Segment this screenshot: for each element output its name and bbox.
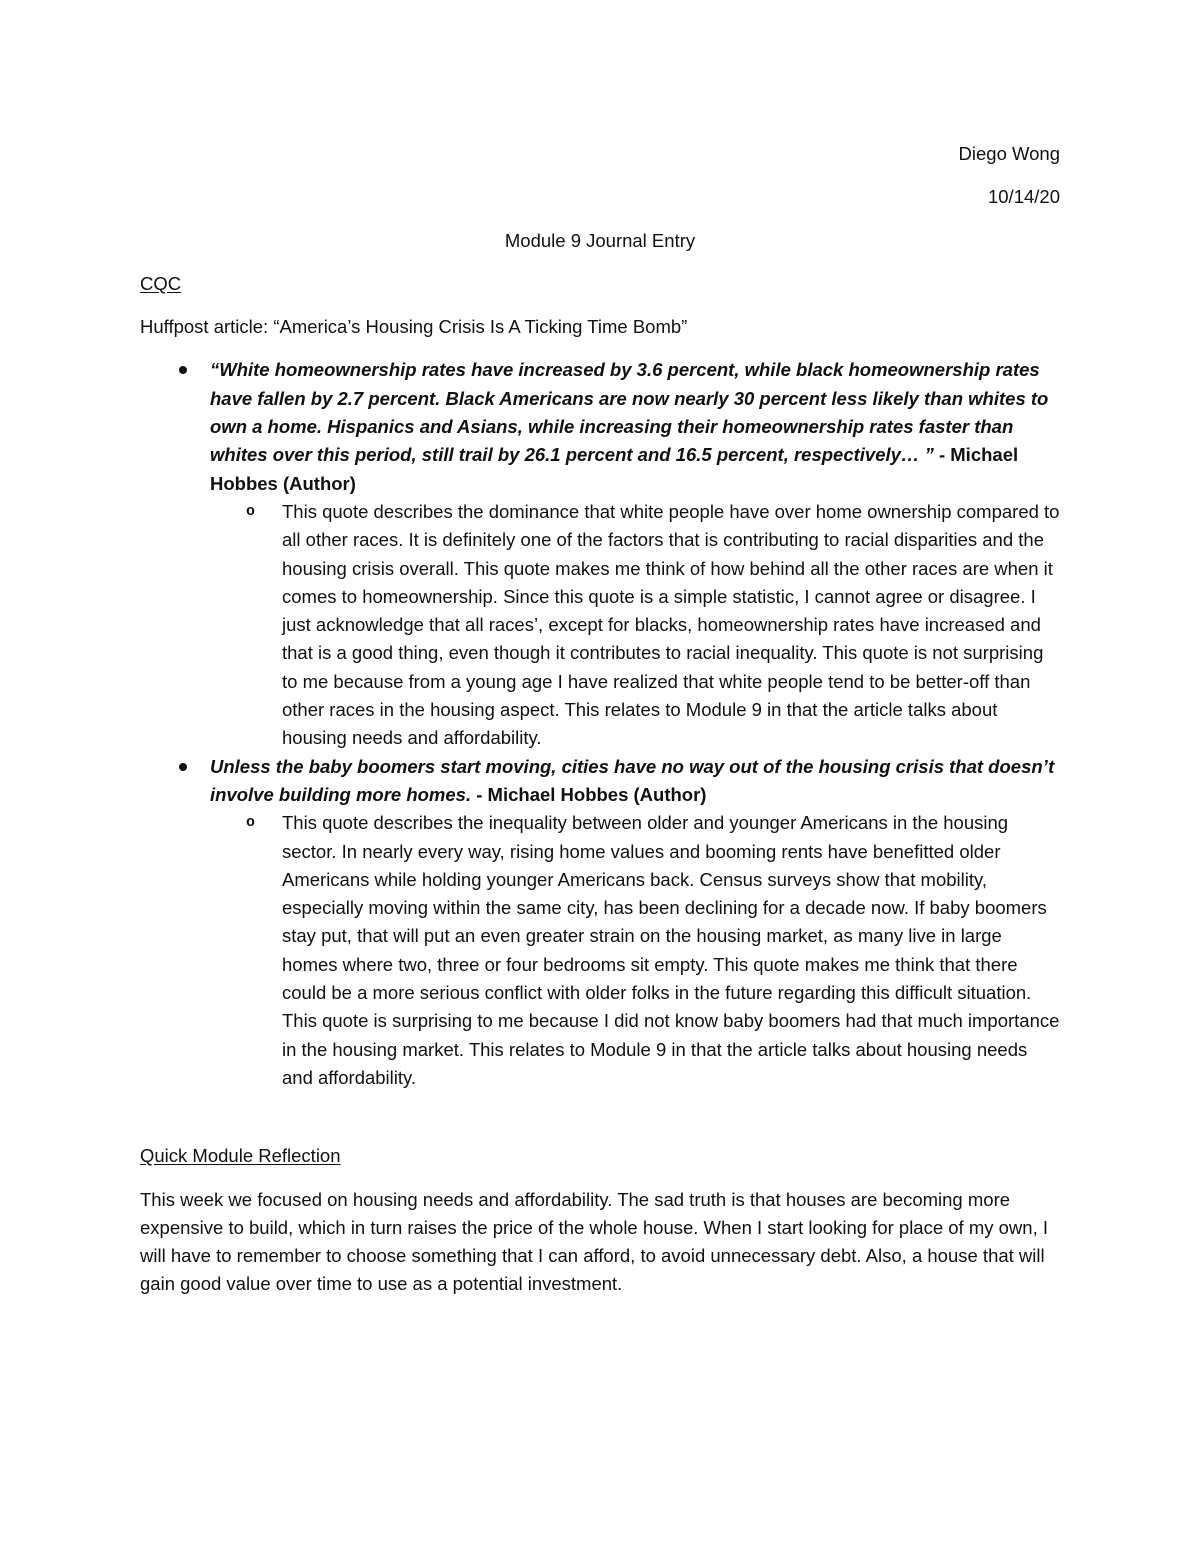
commentary-item-2	[140, 809, 1060, 1092]
spacer	[140, 298, 1060, 313]
article-line: Huffpost article: “America’s Housing Crisis Is A Ticking Time Bomb”	[140, 316, 688, 338]
commentary-text-2: This quote describes the inequality between older and younger Americans in the housing sector. In nearly every way, rising home values and booming rents have benefitted older Americans while holding younger Americans back. Census surveys show that mobility, especially moving within the same city, has been declining for a decade now. If baby boomers stay put, that will put an even greater strain on the housing market, as many live in large homes where two, three or four bedrooms sit empty. This quote makes me think that there could be a more serious conflict with older folks in the future regarding this difficult situation. This quote is surprising to me because I did not know baby boomers had that much importance in the housing market. This relates to Module 9 in that the article talks about housing needs and affordability.	[282, 812, 1060, 1088]
spacer	[140, 168, 1060, 183]
bullet-icon	[176, 356, 190, 384]
quote-text-1: “White homeownership rates have increased by 3.6 percent, while black homeownership rates have fallen by 2.7 percent. Black Americans are now nearly 30 percent less likely than whites to own a home. Hispanics and Asians, while increasing their homeownership rates faster than whites over this period, still trail by 26.1 percent and 16.5 percent, respectively… ”	[210, 359, 1049, 466]
spacer	[140, 212, 1060, 227]
spacer	[140, 1092, 1060, 1142]
commentary-item-1	[140, 498, 1060, 753]
date-text: 10/14/20	[987, 186, 1060, 208]
reflection-heading: Quick Module Reflection	[140, 1145, 341, 1167]
document-content	[140, 140, 1060, 1299]
bullet-icon	[176, 753, 190, 781]
spacer	[140, 1171, 1060, 1186]
quote-item-2	[140, 753, 1060, 810]
quote-item-1	[140, 356, 1060, 497]
cqc-heading: CQC	[140, 272, 182, 294]
quote-attribution-1: - Michael Hobbes (Author)	[210, 444, 1019, 494]
document-title: Module 9 Journal Entry	[504, 229, 696, 251]
commentary-text-1: This quote describes the dominance that white people have over home ownership compared to all other races. It is definitely one of the factors that is contributing to racial disparities and the housing crisis overall. This quote makes me think of how behind all the other races are when it comes to homeownership. Since this quote is a simple statistic, I cannot agree or disagree. I just acknowledge that all races’, except for blacks, homeownership rates have increased and that is a good thing, even though it contributes to racial inequality. This quote is not surprising to me because from a young age I have realized that white people tend to be better-off than other races in the housing aspect. This relates to Module 9 in that the article talks about housing needs and affordability.	[282, 500, 1060, 749]
spacer	[140, 255, 1060, 270]
quote-attribution-2: - Michael Hobbes (Author)	[471, 783, 707, 805]
circle-bullet-icon: o	[246, 502, 256, 520]
reflection-body: This week we focused on housing needs and affordability. The sad truth is that houses are becoming more expensive to build, which in turn raises the price of the whole house. When I start looking for place of my own, I will have to remember to choose something that I can afford, to avoid unnecessary debt. Also, a house that will gain good value over time to use as a potential investment.	[140, 1188, 1048, 1295]
circle-bullet-icon: o	[246, 814, 256, 832]
spacer	[140, 341, 1060, 356]
author-name: Diego Wong	[958, 143, 1060, 164]
quote-text-2: Unless the baby boomers start moving, cities have no way out of the housing crisis that doesn’t involve building more homes.	[210, 755, 1055, 805]
